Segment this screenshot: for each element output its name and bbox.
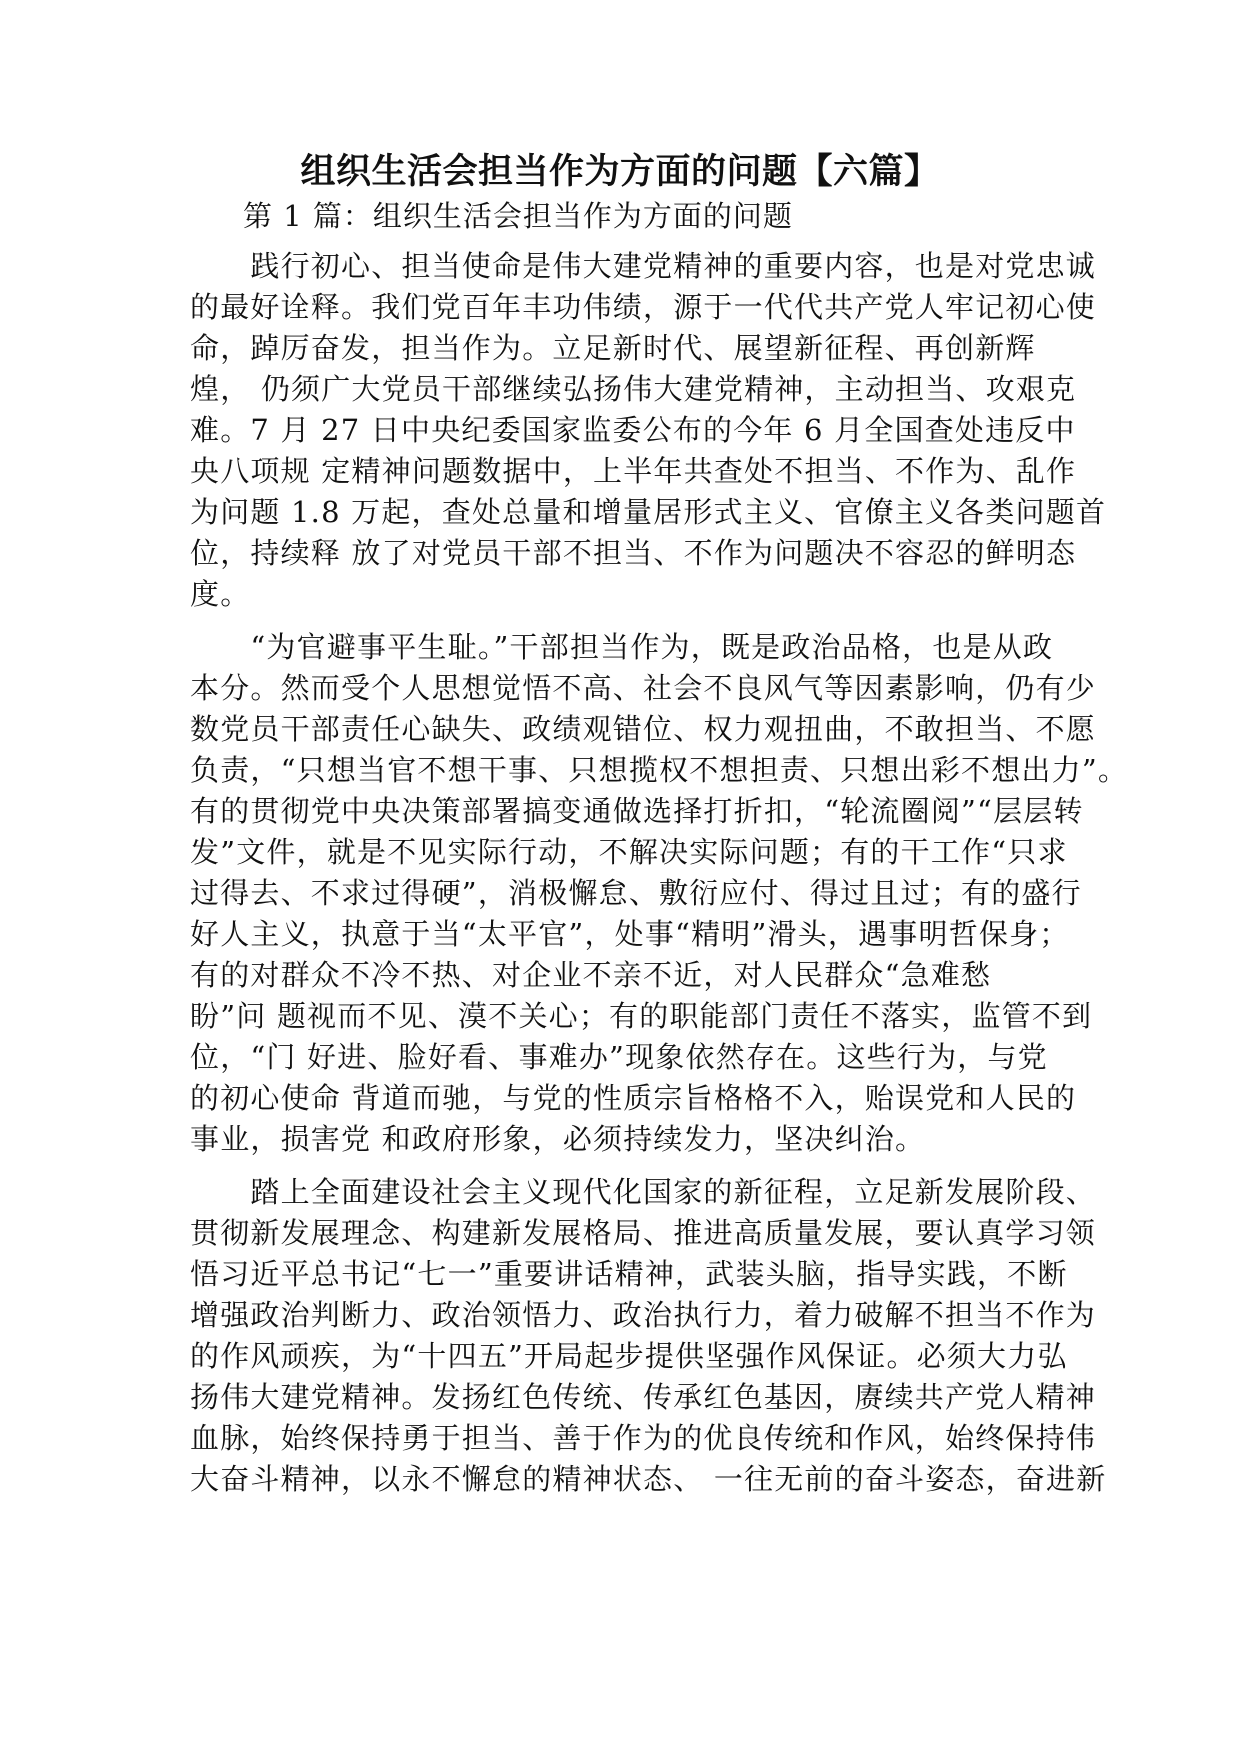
- text-line: 悟习近平总书记“七一”重要讲话精神，武装头脑，指导实践，不断: [190, 1257, 1068, 1291]
- text-line: 踏上全面建设社会主义现代化国家的新征程，立足新发展阶段、: [190, 1175, 1097, 1209]
- text-line: 位，持续释 放了对党员干部不担当、不作为问题决不容忍的鲜明态: [190, 536, 1077, 570]
- text-line: 有的对群众不冷不热、对企业不亲不近，对人民群众“急难愁: [190, 958, 992, 992]
- text-line: 命，踔厉奋发，担当作为。立足新时代、展望新征程、再创新辉: [190, 331, 1036, 365]
- text-line: 好人主义，执意于当“太平官”，处事“精明”滑头，遇事明哲保身；: [190, 917, 1070, 951]
- document-title: 组织生活会担当作为方面的问题【六篇】: [300, 152, 940, 192]
- paragraph: [190, 1172, 1107, 1500]
- text-line: 煌， 仍须广大党员干部继续弘扬伟大建党精神，主动担当、攻艰克: [190, 372, 1077, 406]
- text-line: 有的贯彻党中央决策部署搞变通做选择打折扣，“轮流圈阅”“层层转: [190, 794, 1084, 828]
- paragraph: [190, 246, 1107, 615]
- text-line: 践行初心、担当使命是伟大建党精神的重要内容，也是对党忠诚: [190, 249, 1097, 283]
- text-line: 过得去、不求过得硬”，消极懈怠、敷衍应付、得过且过；有的盛行: [190, 876, 1082, 910]
- text-line: 扬伟大建党精神。发扬红色传统、传承红色基因，赓续共产党人精神: [190, 1380, 1097, 1414]
- document-subtitle: 第 1 篇：组织生活会担当作为方面的问题: [243, 199, 793, 233]
- text-line: 大奋斗精神，以永不懈怠的精神状态、 一往无前的奋斗姿态，奋进新: [190, 1462, 1107, 1496]
- text-line: 负责，“只想当官不想干事、只想揽权不想担责、只想出彩不想出力”。: [190, 753, 1129, 787]
- text-line: 数党员干部责任心缺失、政绩观错位、权力观扭曲，不敢担当、不愿: [190, 712, 1097, 746]
- text-line: 本分。然而受个人思想觉悟不高、社会不良风气等因素影响，仍有少: [190, 671, 1097, 705]
- document-body: [190, 246, 1129, 1512]
- text-line: “为官避事平生耻。”干部担当作为，既是政治品格，也是从政: [190, 630, 1054, 664]
- text-line: 央八项规 定精神问题数据中，上半年共查处不担当、不作为、乱作: [190, 454, 1077, 488]
- text-line: 发”文件，就是不见实际行动，不解决实际问题；有的干工作“只求: [190, 835, 1068, 869]
- text-line: 为问题 1.8 万起，查处总量和增量居形式主义、官僚主义各类问题首: [190, 495, 1107, 529]
- text-line: 度。: [190, 577, 251, 611]
- text-line: 难。7 月 27 日中央纪委国家监委公布的今年 6 月全国查处违反中: [190, 413, 1076, 447]
- text-line: 的初心使命 背道而驰，与党的性质宗旨格格不入，贻误党和人民的: [190, 1081, 1077, 1115]
- text-line: 贯彻新发展理念、构建新发展格局、推进高质量发展，要认真学习领: [190, 1216, 1097, 1250]
- text-line: 增强政治判断力、政治领悟力、政治执行力，着力破解不担当不作为: [190, 1298, 1097, 1332]
- text-line: 的作风顽疾，为“十四五”开局起步提供坚强作风保证。必须大力弘: [190, 1339, 1068, 1373]
- text-line: 血脉，始终保持勇于担当、善于作为的优良传统和作风，始终保持伟: [190, 1421, 1097, 1455]
- text-line: 事业，损害党 和政府形象，必须持续发力，坚决纠治。: [190, 1122, 926, 1156]
- paragraph: [190, 627, 1129, 1160]
- text-line: 的最好诠释。我们党百年丰功伟绩，源于一代代共产党人牢记初心使: [190, 290, 1097, 324]
- text-line: 盼”问 题视而不见、漠不关心；有的职能部门责任不落实，监管不到: [190, 999, 1093, 1033]
- text-line: 位，“门 好进、脸好看、事难办”现象依然存在。这些行为，与党: [190, 1040, 1048, 1074]
